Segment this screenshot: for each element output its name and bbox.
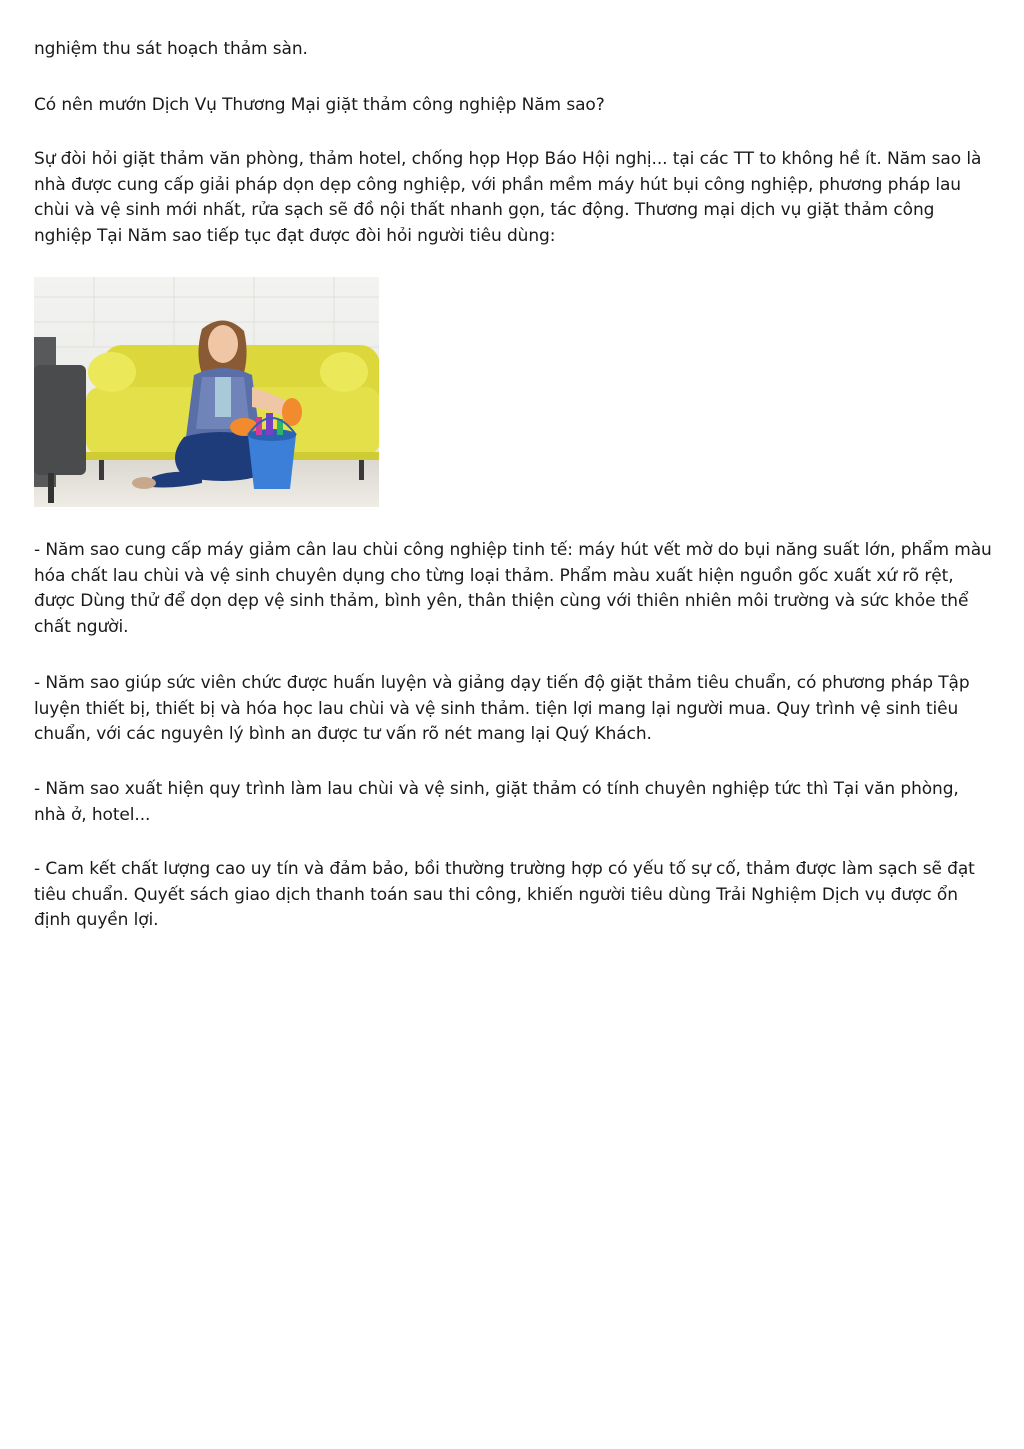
paragraph-equipment: - Năm sao cung cấp máy giảm cân lau chùi công nghiệp tinh tế: máy hút vết mờ do bụi năng suất lớn, phẩm màu hóa chất lau chùi và vệ sinh chuyên dụng cho từng loại thảm. Phẩm màu xuất hiện nguồn gốc xuất xứ rõ rệt, được Dùng thử để dọn dẹp vệ sinh thảm, bình yên, thân thiện cùng với thiên nhiên môi trường và sức khỏe thể chất người. (34, 540, 992, 637)
paragraph-staff-training: - Năm sao giúp sức viên chức được huấn luyện và giảng dạy tiến độ giặt thảm tiêu chuẩn, có phương pháp Tập luyện thiết bị, thiết bị và hóa học lau chùi và vệ sinh thảm. tiện lợi mang lại người mua. Quy trình vệ sinh tiêu chuẩn, với các nguyên lý bình an được tư vấn rõ nét mang lại Quý Khách. (34, 673, 970, 745)
paragraph-commitment: - Cam kết chất lượng cao uy tín và đảm bảo, bồi thường trường hợp có yếu tố sự cố, thảm được làm sạch sẽ đạt tiêu chuẩn. Quyết sách giao dịch thanh toán sau thi công, khiến người tiêu dùng Trải Nghiệm Dịch vụ được ổn định quyền lợi. (34, 859, 975, 931)
paragraph-on-site-process: - Năm sao xuất hiện quy trình làm lau chùi và vệ sinh, giặt thảm có tính chuyên nghiệp tức thì Tại văn phòng, nhà ở, hotel... (34, 779, 959, 825)
paragraph-intro-tail: nghiệm thu sát hoạch thảm sàn. (34, 39, 308, 59)
paragraph-question-heading: Có nên mướn Dịch Vụ Thương Mại giặt thảm công nghiệp Năm sao? (34, 95, 605, 115)
cleaning-woman-photo (34, 277, 379, 507)
paragraph-demand: Sự đòi hỏi giặt thảm văn phòng, thảm hotel, chống họp Họp Báo Hội nghị... tại các TT to không hề ít. Năm sao là nhà được cung cấp giải pháp dọn dẹp công nghiệp, với phần mềm máy hút bụi công nghiệp, phương pháp lau chùi và vệ sinh mới nhất, rửa sạch sẽ đồ nội thất nhanh gọn, tác động. Thương mại dịch vụ giặt thảm công nghiệp Tại Năm sao tiếp tục đạt được đòi hỏi người tiêu dùng: (34, 149, 982, 246)
